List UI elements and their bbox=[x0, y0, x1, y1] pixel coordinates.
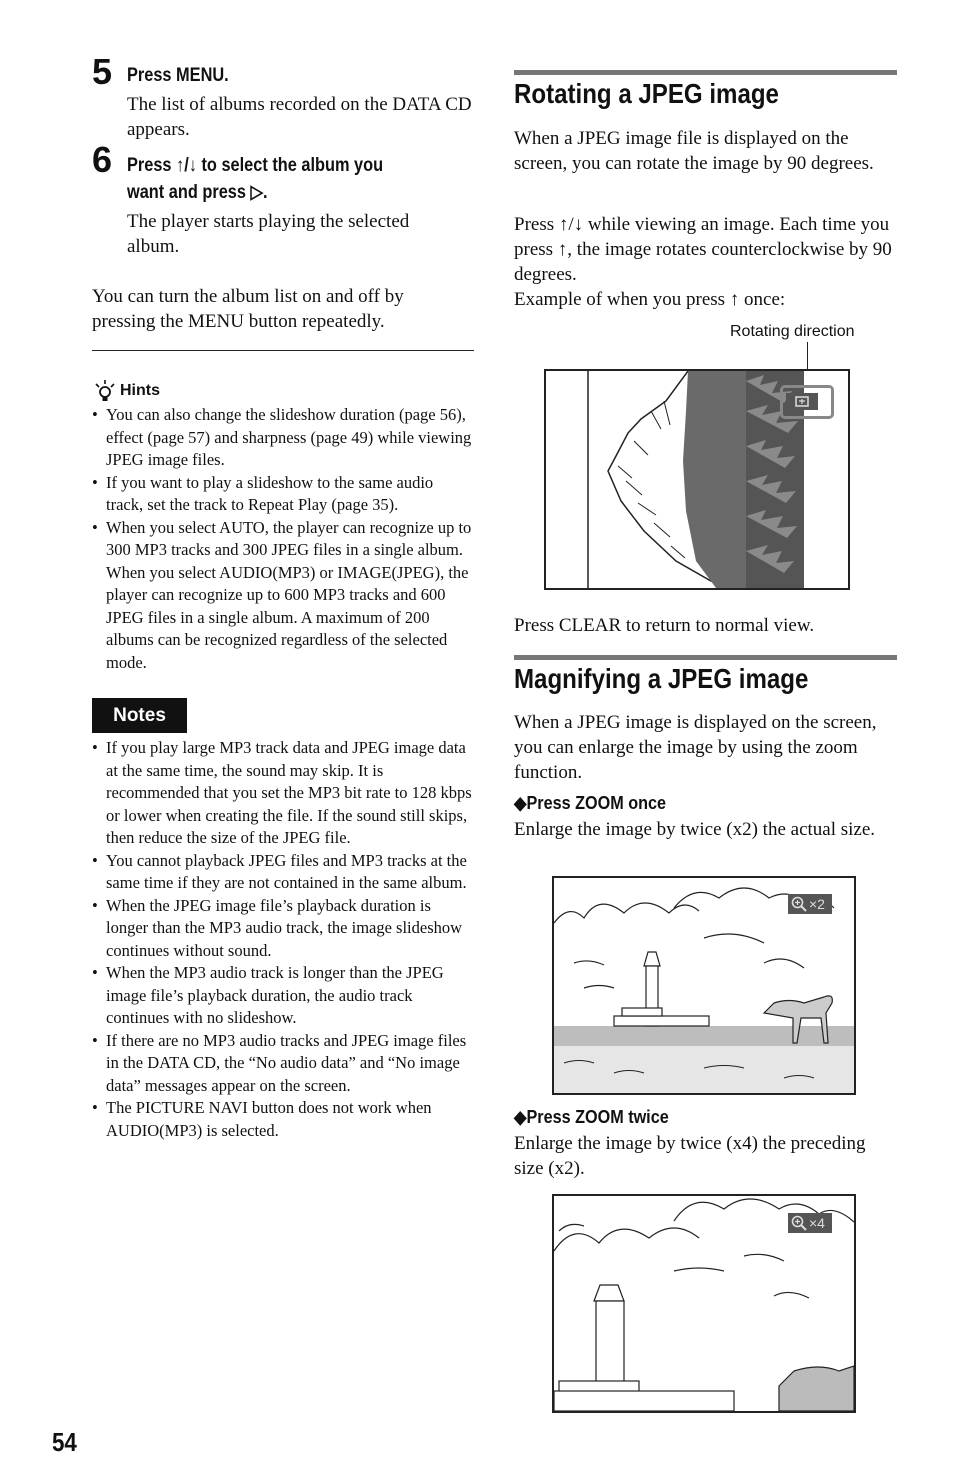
zoom-once-body: Enlarge the image by twice (x2) the actual size. bbox=[514, 819, 876, 840]
hints-list bbox=[92, 404, 474, 674]
step-5-heading: Press MENU. bbox=[127, 65, 229, 86]
divider bbox=[92, 350, 474, 351]
section-rule-rotate bbox=[514, 70, 897, 75]
note-item: • When the MP3 audio track is longer than the JPEG image file’s playback duration, the audio track continues with no slideshow. bbox=[92, 962, 474, 1030]
note-item: • You cannot playback JPEG files and MP3 tracks at the same time if they are not contained in the same album. bbox=[92, 850, 474, 895]
zoom-twice-heading: ◆Press ZOOM twice bbox=[514, 1107, 669, 1127]
zoom-x4-badge bbox=[788, 1213, 832, 1233]
magnify-para1: When a JPEG image is displayed on the screen, you can enlarge the image by using the zoom function. bbox=[514, 712, 877, 783]
lightbulb-icon bbox=[94, 380, 118, 404]
note-item: • The PICTURE NAVI button does not work when AUDIO(MP3) is selected. bbox=[92, 1097, 474, 1142]
notes-list bbox=[92, 737, 474, 1142]
step-6-body: The player starts playing the selected album. bbox=[127, 211, 410, 257]
menu-note: You can turn the album list on and off by pressing the MENU button repeatedly. bbox=[92, 286, 404, 332]
step-6-heading-line2: want and press ▷. bbox=[127, 182, 268, 203]
rotate-para3: Example of when you press ↑ once: bbox=[514, 289, 786, 310]
rotate-icon bbox=[786, 393, 818, 410]
note-item: • If there are no MP3 audio tracks and JPEG image files in the DATA CD, the “No audio data” and “No image data” messages appear on the screen. bbox=[92, 1030, 474, 1098]
rotate-clear-text: Press CLEAR to return to normal view. bbox=[514, 615, 815, 636]
zoom-x4-label: ×4 bbox=[809, 1215, 825, 1231]
step-6-number: 6 bbox=[92, 139, 113, 180]
step-5-body: The list of albums recorded on the DATA CD appears. bbox=[127, 94, 472, 140]
hint-item: • You can also change the slideshow duration (page 56), effect (page 57) and sharpness (page 49) while viewing JPEG image files. bbox=[92, 404, 474, 472]
hint-item: • When you select AUTO, the player can recognize up to 300 MP3 tracks and 300 JPEG files in a single album. When you select AUDIO(MP3) or IMAGE(JPEG), the player can recognize up to 600 MP3 tracks and 600 JPEG files in a single album. A maximum of 200 albums can be recognized regardless of the selected mode. bbox=[92, 517, 474, 675]
rotate-callout: Rotating direction bbox=[730, 323, 855, 340]
rotate-para2: Press ↑/↓ while viewing an image. Each time you press ↑, the image rotates counterclockwise by 90 degrees. bbox=[514, 214, 892, 285]
hints-title: Hints bbox=[120, 382, 160, 399]
note-item: • When the JPEG image file’s playback duration is longer than the MP3 audio track, the image slideshow continues without sound. bbox=[92, 895, 474, 963]
rotate-title: Rotating a JPEG image bbox=[514, 78, 779, 109]
notes-badge: Notes bbox=[92, 698, 187, 733]
zoom-once-heading: ◆Press ZOOM once bbox=[514, 793, 667, 813]
zoom-x2-badge bbox=[788, 894, 832, 914]
magnifier-icon bbox=[791, 896, 805, 910]
note-item: • If you play large MP3 track data and JPEG image data at the same time, the sound may skip. It is recommended that you set the MP3 bit rate to 128 kbps or lower when creating the file. If the sound still skips, then reduce the size of the JPEG file. bbox=[92, 737, 474, 850]
hint-item: • If you want to play a slideshow to the same audio track, set the track to Repeat Play (page 35). bbox=[92, 472, 474, 517]
section-rule-magnify bbox=[514, 655, 897, 660]
step-5-number: 5 bbox=[92, 51, 113, 92]
rotate-para1: When a JPEG image file is displayed on the screen, you can rotate the image by 90 degrees. bbox=[514, 128, 874, 174]
zoom-twice-body: Enlarge the image by twice (x4) the preceding size (x2). bbox=[514, 1133, 866, 1179]
page-number: 54 bbox=[52, 1427, 77, 1457]
magnifier-icon bbox=[791, 1215, 805, 1229]
magnify-title: Magnifying a JPEG image bbox=[514, 663, 809, 694]
zoom-x2-label: ×2 bbox=[809, 896, 825, 912]
step-6-heading-line1: Press ↑/↓ to select the album you bbox=[127, 155, 384, 176]
